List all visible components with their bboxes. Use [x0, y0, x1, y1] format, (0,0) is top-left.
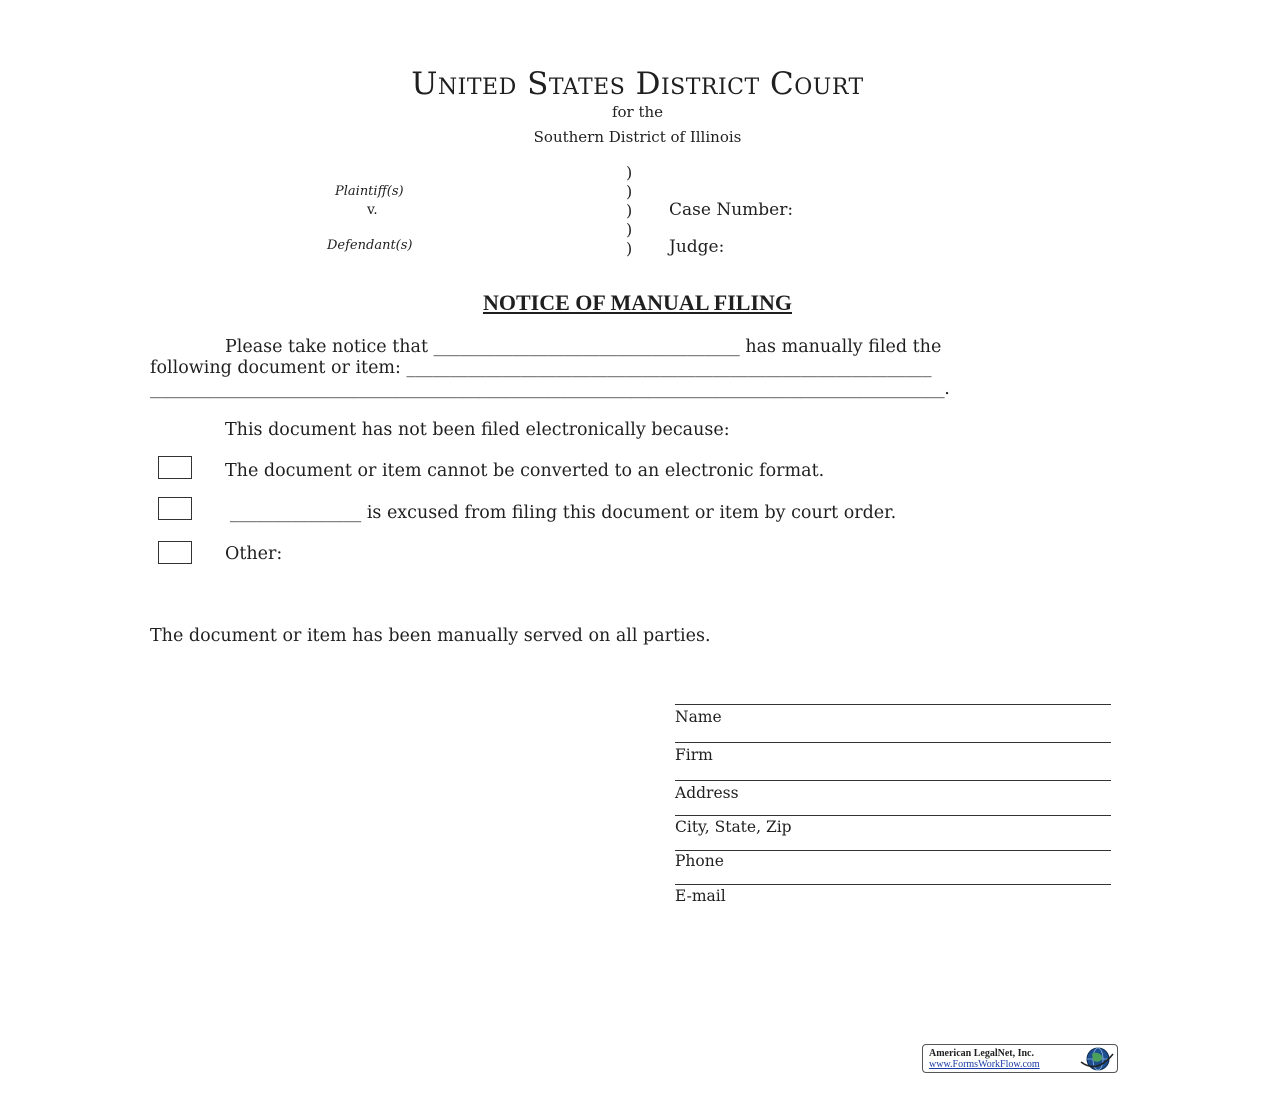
- for-the-text: for the: [611, 103, 664, 121]
- signature-line-name: [675, 704, 1111, 705]
- notice-line-3: ______________________________________________________________________________________________.: [150, 379, 950, 399]
- signature-line-email: [675, 884, 1111, 885]
- city-state-zip-label: City, State, Zip: [675, 818, 792, 836]
- phone-label: Phone: [675, 852, 724, 870]
- checkbox-cannot-convert[interactable]: [158, 456, 192, 479]
- caption-paren: ): [626, 182, 633, 201]
- court-title: United States District Court: [411, 66, 864, 102]
- signature-line-city: [675, 815, 1111, 816]
- option-cannot-convert-label: The document or item cannot be converted to an electronic format.: [225, 461, 825, 481]
- caption-paren: ): [626, 201, 633, 220]
- defendant-label: Defendant(s): [327, 238, 413, 253]
- reason-intro: This document has not been filed electronically because:: [225, 420, 730, 440]
- judge-label: Judge:: [669, 237, 725, 257]
- checkbox-court-order[interactable]: [158, 497, 192, 520]
- signature-line-phone: [675, 850, 1111, 851]
- option-court-order-label: _______________ is excused from filing this document or item by court order.: [230, 503, 897, 523]
- logo-company-name: American LegalNet, Inc.: [929, 1048, 1034, 1059]
- notice-line-1: Please take notice that ___________________________________ has manually filed the: [225, 337, 942, 357]
- signature-line-address: [675, 780, 1111, 781]
- checkbox-other[interactable]: [158, 541, 192, 564]
- caption-paren: ): [626, 163, 633, 182]
- firm-label: Firm: [675, 746, 713, 764]
- served-statement: The document or item has been manually served on all parties.: [150, 626, 711, 646]
- address-label: Address: [675, 784, 739, 802]
- name-label: Name: [675, 708, 722, 726]
- option-other-label: Other:: [225, 544, 283, 564]
- plaintiff-label: Plaintiff(s): [335, 184, 404, 199]
- legalnet-logo: [922, 1044, 1118, 1073]
- notice-line-2: following document or item: ____________________________________________________________: [150, 358, 932, 378]
- caption-paren: ): [626, 239, 633, 258]
- signature-line-firm: [675, 742, 1111, 743]
- logo-url-link[interactable]: www.FormsWorkFlow.com: [929, 1059, 1040, 1070]
- globe-icon: [1079, 1046, 1115, 1072]
- case-number-label: Case Number:: [669, 200, 794, 220]
- caption-paren: ): [626, 220, 633, 239]
- notice-title: NOTICE OF MANUAL FILING: [482, 290, 793, 315]
- email-label: E-mail: [675, 887, 726, 905]
- versus-label: v.: [367, 202, 378, 218]
- district-name: Southern District of Illinois: [533, 128, 742, 146]
